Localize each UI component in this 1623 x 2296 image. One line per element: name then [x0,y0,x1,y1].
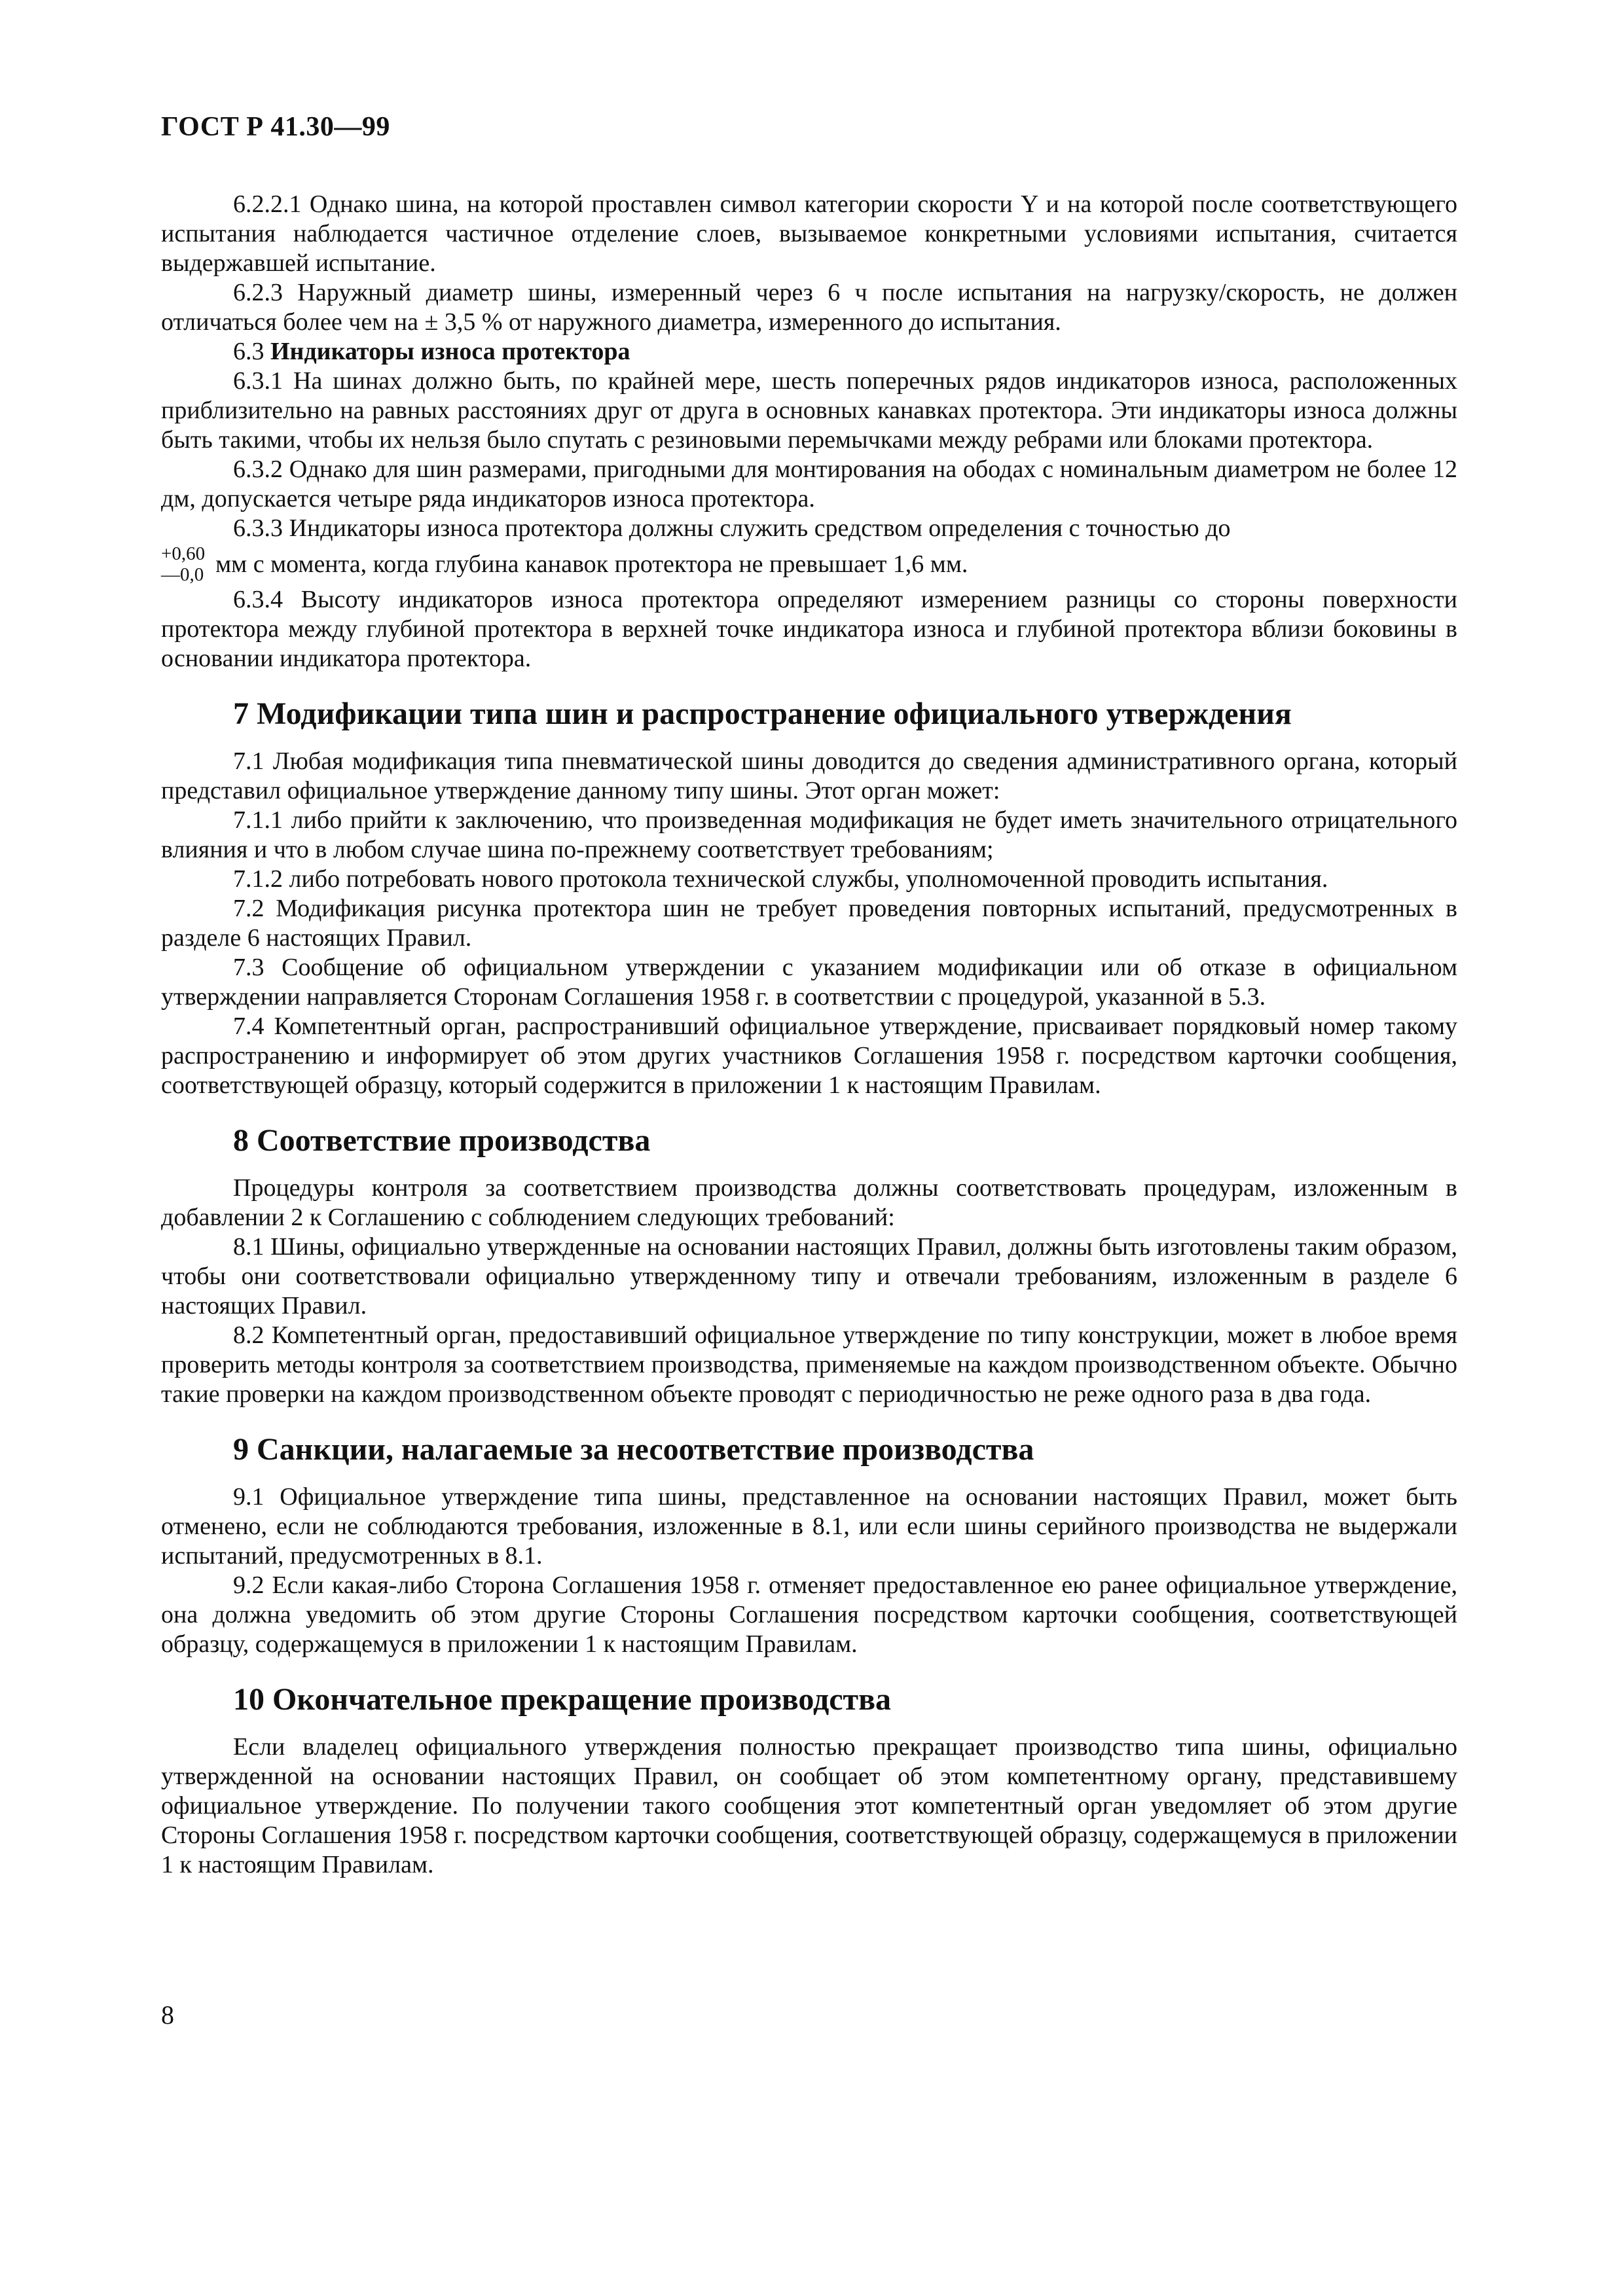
clause-7-3: 7.3 Сообщение об официальном утверждении с указанием модификации или об отказе в официальном утверждении направляется Сторонам Соглашения 1958 г. в соответствии с процедурой, указанной в 5.3. [161,954,1457,1011]
clause-8-2: 8.2 Компетентный орган, предоставивший официальное утверждение по типу конструкции, может в любое время проверить методы контроля за соответствием производства, применяемые на каждом производственном объекте. Обычно такие проверки на каждом производственном объекте проводят с периодичностью не реже одного раза в два года. [161,1321,1457,1408]
clause-7-1-2: 7.1.2 либо потребовать нового протокола технической службы, уполномоченной проводить испытания. [233,865,1328,893]
section-9-heading: 9 Санкции, налагаемые за несоответствие производства [233,1432,1034,1467]
clause-6-2-2-1: 6.2.2.1 Однако шина, на которой проставлен символ категории скорости Y и на которой после соответствующего испытания наблюдается частичное отделение слоев, вызываемое конкретными условиями испытания, считается выдержавшей испытание. [161,190,1457,277]
clause-6-3-2: 6.3.2 Однако для шин размерами, пригодными для монтирования на ободах с номинальным диаметром не более 12 дм, допускается четыре ряда индикаторов износа протектора. [161,456,1457,512]
clause-7-2: 7.2 Модификация рисунка протектора шин не требует проведения повторных испытаний, предусмотренных в разделе 6 настоящих Правил. [161,895,1457,952]
section-8-heading: 8 Соответствие производства [233,1123,651,1158]
clause-6-3-3-continuation: мм с момента, когда глубина канавок протектора не превышает 1,6 мм. [215,550,968,578]
clause-7-4: 7.4 Компетентный орган, распространивший официальное утверждение, присваивает порядковый номер такому распространению и информирует об этом других участников Соглашения 1958 г. посредством карточки сообщения, соответствующей образцу, который содержится в приложении 1 к настоящим Правилам. [161,1013,1457,1099]
clause-7-1: 7.1 Любая модификация типа пневматической шины доводится до сведения административного органа, который представил официальное утверждение данному типу шины. Этот орган может: [161,747,1457,804]
clause-6-3-3-tolerance-line [161,543,1457,585]
clause-6-3-number: 6.3 [233,338,264,365]
clause-7-1-1: 7.1.1 либо прийти к заключению, что произведенная модификация не будет иметь значительного отрицательного влияния и что в любом случае шина по-прежнему соответствует требованиям; [161,806,1457,863]
clause-6-2-3: 6.2.3 Наружный диаметр шины, измеренный через 6 ч после испытания на нагрузку/скорость, не должен отличаться более чем на ± 3,5 % от наружного диаметра, измеренного до испытания. [161,279,1457,336]
page-number: 8 [161,2000,174,2030]
section-10-heading: 10 Окончательное прекращение производства [233,1682,892,1717]
clause-6-3-title: Индикаторы износа протектора [270,338,630,365]
clause-9-1: 9.1 Официальное утверждение типа шины, представленное на основании настоящих Правил, может быть отменено, если не соблюдаются требования, изложенные в 8.1, или если шины серийного производства не выдержали испытаний, предусмотренных в 8.1. [161,1483,1457,1570]
section-7-heading: 7 Модификации типа шин и распространение официального утверждения [233,696,1292,731]
document-header: ГОСТ Р 41.30—99 [161,112,390,142]
tolerance-value [161,543,205,585]
clause-6-3-3: 6.3.3 Индикаторы износа протектора должны служить средством определения с точностью до [233,514,1231,542]
clause-9-2: 9.2 Если какая-либо Сторона Соглашения 1958 г. отменяет предоставленное ею ранее официальное утверждение, она должна уведомить об этом другие Стороны Соглашения посредством карточки сообщения, соответствующей образцу, содержащемуся в приложении 1 к настоящим Правилам. [161,1571,1457,1658]
clause-6-3-4: 6.3.4 Высоту индикаторов износа протектора определяют измерением разницы со стороны поверхности протектора между глубиной протектора в верхней точке индикатора износа и глубиной протектора вблизи боковины в основании индикатора протектора. [161,586,1457,672]
tolerance-plus: +0,60 [161,543,206,564]
section-8-intro: Процедуры контроля за соответствием производства должны соответствовать процедурам, изложенным в добавлении 2 к Соглашению с соблюдением следующих требований: [161,1174,1457,1231]
document-page [161,111,1457,1880]
clause-8-1: 8.1 Шины, официально утвержденные на основании настоящих Правил, должны быть изготовлены таким образом, чтобы они соответствовали официально утвержденному типу и отвечали требованиям, изложенным в разделе 6 настоящих Правил. [161,1233,1457,1319]
section-10-intro: Если владелец официального утверждения полностью прекращает производство типа шины, официально утвержденной на основании настоящих Правил, он сообщает об этом компетентному органу, представившему официальное утверждение. По получении такого сообщения этот компетентный орган уведомляет об этом другие Стороны Соглашения 1958 г. посредством карточки сообщения, соответствующей образцу, содержащемуся в приложении 1 к настоящим Правилам. [161,1733,1457,1878]
clause-6-3 [161,337,1457,367]
clause-6-3-1: 6.3.1 На шинах должно быть, по крайней мере, шесть поперечных рядов индикаторов износа, расположенных приблизительно на равных расстояниях друг от друга в основных канавках протектора. Эти индикаторы износа должны быть такими, чтобы их нельзя было спутать с резиновыми перемычками между ребрами или блоками протектора. [161,367,1457,454]
tolerance-minus: —0,0 [161,564,204,585]
